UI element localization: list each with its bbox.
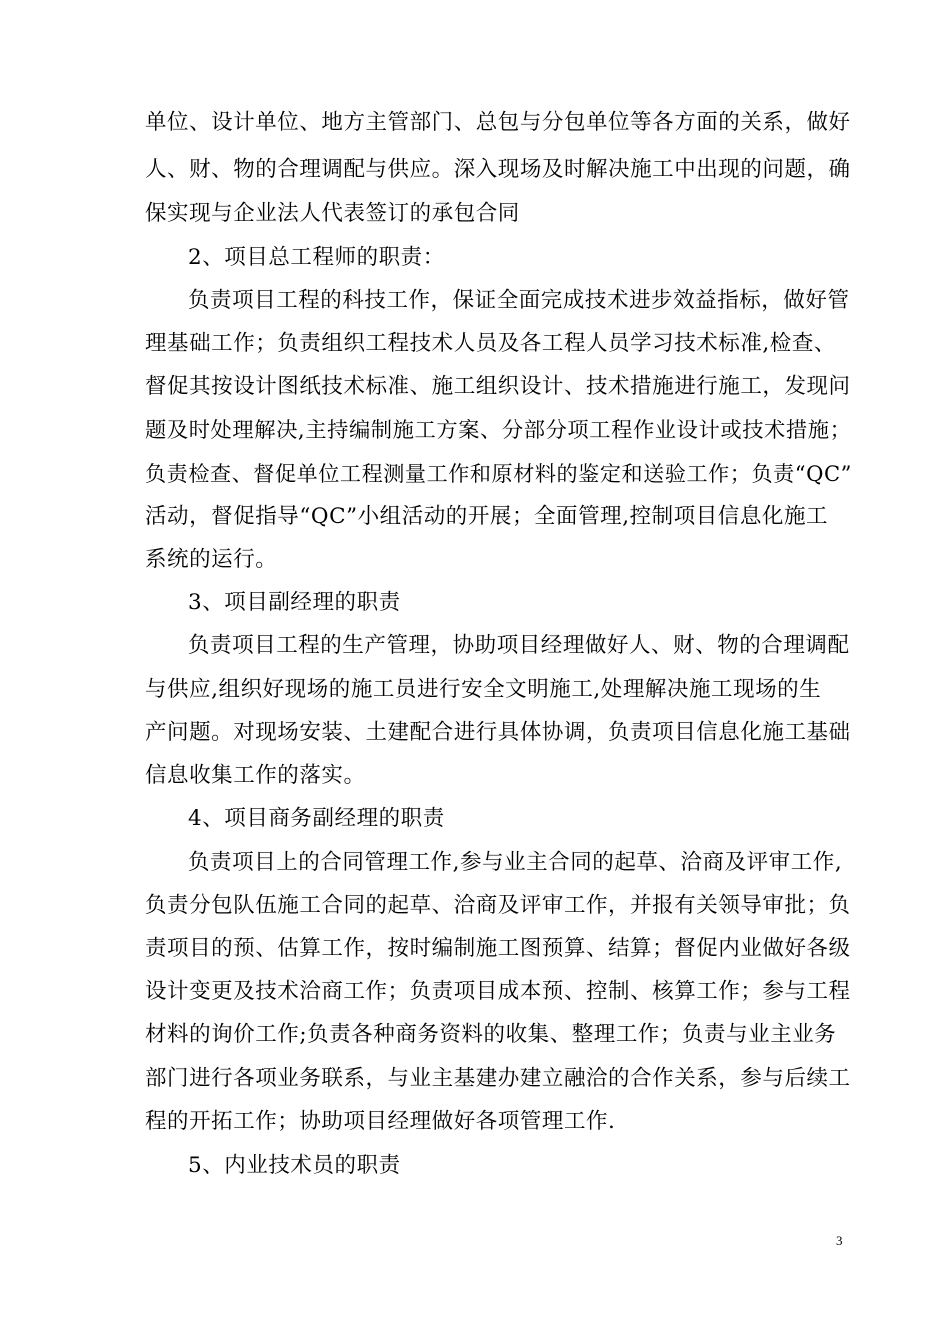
page-number: 3 (836, 1233, 843, 1248)
body-text-line: 理基础工作；负责组织工程技术人员及各工程人员学习技术标准,检查、 (145, 331, 836, 356)
section-heading: 5、内业技术员的职责 (188, 1153, 401, 1178)
body-text-line: 信息收集工作的落实。 (145, 763, 366, 788)
body-text-line: 产问题。对现场安装、土建配合进行具体协调，负责项目信息化施工基础 (145, 720, 851, 745)
body-text-line: 保实现与企业法人代表签订的承包合同 (145, 201, 520, 226)
body-text-line: 题及时处理解决,主持编制施工方案、分部分项工程作业设计或技术措施； (145, 418, 852, 443)
body-text-line: 程的开拓工作；协助项目经理做好各项管理工作. (145, 1109, 616, 1134)
section-heading: 2、项目总工程师的职责： (188, 245, 445, 270)
body-text-line: 部门进行各项业务联系，与业主基建办建立融洽的合作关系，参与后续工 (145, 1066, 851, 1091)
body-text-line: 人、财、物的合理调配与供应。深入现场及时解决施工中出现的问题，确 (145, 157, 851, 182)
body-text-line: 与供应,组织好现场的施工员进行安全文明施工,处理解决施工现场的生 (145, 677, 822, 702)
body-text-line: 设计变更及技术洽商工作；负责项目成本预、控制、核算工作；参与工程 (145, 979, 851, 1004)
body-text-line: 材料的询价工作;负责各种商务资料的收集、整理工作；负责与业主业务 (145, 1022, 837, 1047)
body-text-line: 负责分包队伍施工合同的起草、洽商及评审工作，并报有关领导审批；负 (145, 893, 851, 918)
body-text-line: 负责项目工程的科技工作，保证全面完成技术进步效益指标，做好管 (188, 288, 850, 313)
body-text-line: 负责检查、督促单位工程测量工作和原材料的鉴定和送验工作；负责“QC” (145, 461, 853, 486)
body-text-line: 负责项目工程的生产管理，协助项目经理做好人、财、物的合理调配 (188, 633, 850, 658)
body-text-line: 活动，督促指导“QC”小组活动的开展；全面管理,控制项目信息化施工 (145, 504, 829, 529)
section-heading: 4、项目商务副经理的职责 (188, 806, 445, 831)
body-text-line: 负责项目上的合同管理工作,参与业主合同的起草、洽商及评审工作, (188, 850, 843, 875)
body-text-line: 督促其按设计图纸技术标准、施工组织设计、技术措施进行施工，发现问 (145, 374, 851, 399)
body-text-line: 系统的运行。 (145, 547, 278, 572)
section-heading: 3、项目副经理的职责 (188, 590, 401, 615)
body-text-line: 单位、设计单位、地方主管部门、总包与分包单位等各方面的关系，做好 (145, 110, 851, 135)
body-text-line: 责项目的预、估算工作，按时编制施工图预算、结算；督促内业做好各级 (145, 936, 851, 961)
